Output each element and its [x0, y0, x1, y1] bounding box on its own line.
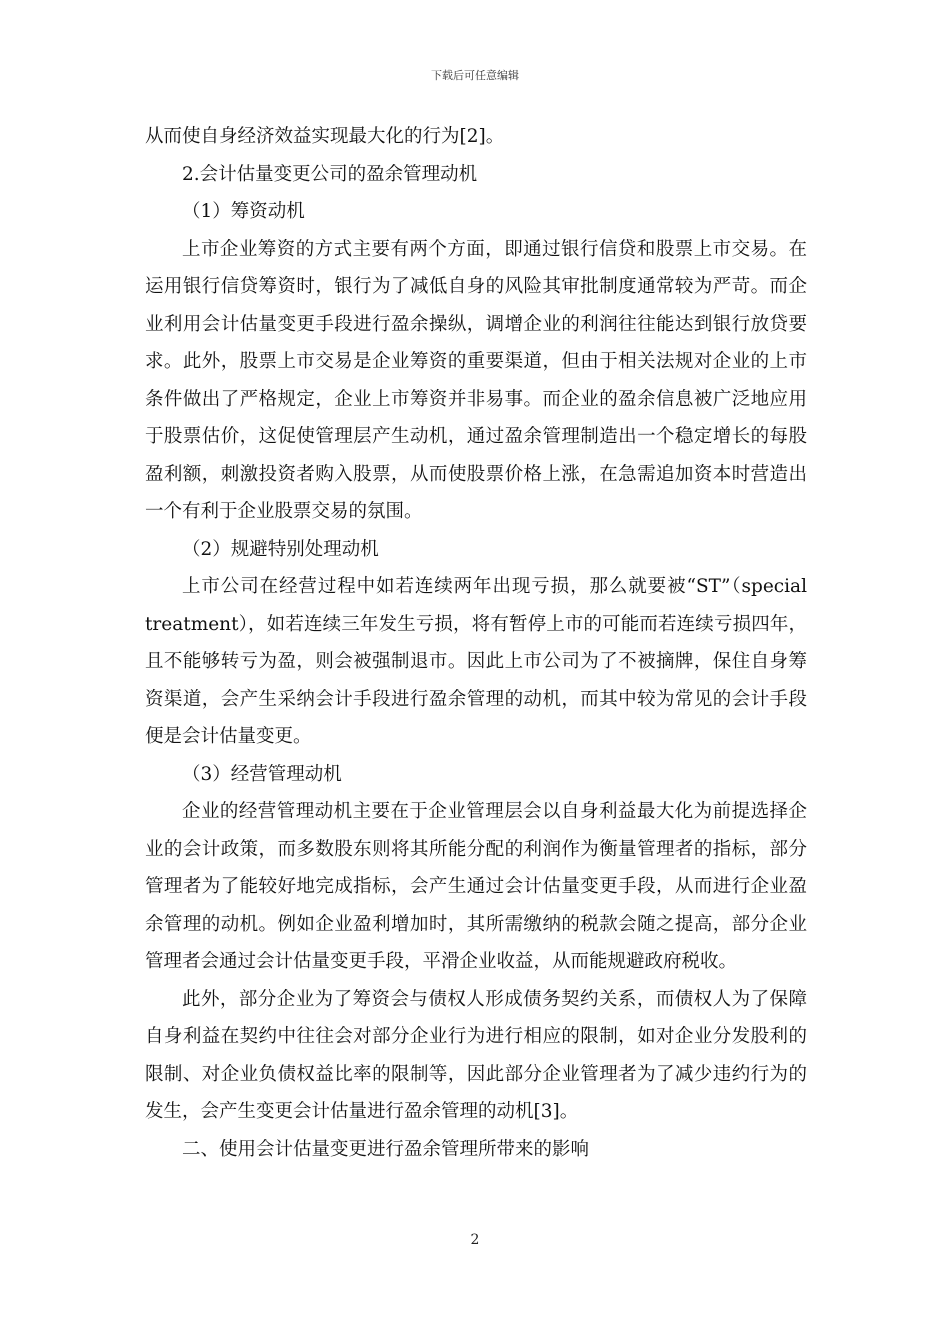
subheading-management-motive: （3）经营管理动机	[182, 763, 342, 785]
paragraph-financing: 上市企业筹资的方式主要有两个方面，即通过银行信贷和股票上市交易。在运用银行信贷筹资时，银行为了减低自身的风险其审批制度通常较为严苛。而企业利用会计估量变更手段进行盈余操纵，调增企业的利润往往能达到银行放贷要求。此外，股票上市交易是企业筹资的重要渠道，但由于相关法规对企业的上市条件做出了严格规定，企业上市筹资并非易事。而企业的盈余信息被广泛地应用于股票估价，这促使管理层产生动机，通过盈余管理制造出一个稳定增长的每股盈利额，刺激投资者购入股票，从而使股票价格上涨，在急需追加资本时营造出一个有利于企业股票交易的氛围。	[145, 238, 807, 522]
page-number: 2	[470, 1232, 480, 1248]
paragraph-debt-contract: 此外，部分企业为了筹资会与债权人形成债务契约关系，而债权人为了保障自身利益在契约中往往会对部分企业行为进行相应的限制，如对企业分发股利的限制、对企业负债权益比率的限制等，因此部分企业管理者为了减少违约行为的发生，会产生变更会计估量进行盈余管理的动机[3]。	[145, 988, 807, 1122]
page-header: 下载后可任意编辑	[431, 69, 519, 82]
paragraph-special-treatment: 上市公司在经营过程中如若连续两年出现亏损，那么就要被“ST”（special treatment），如若连续三年发生亏损，将有暂停上市的可能而若连续亏损四年，且不能够转亏为盈，则会被强制退市。因此上市公司为了不被摘牌，保住自身筹资渠道，会产生采纳会计手段进行盈余管理的动机，而其中较为常见的会计手段便是会计估量变更。	[145, 576, 807, 747]
section-heading-motives: 2.会计估量变更公司的盈余管理动机	[182, 163, 478, 185]
paragraph-management: 企业的经营管理动机主要在于企业管理层会以自身利益最大化为前提选择企业的会计政策，而多数股东则将其所能分配的利润作为衡量管理者的指标，部分管理者为了能较好地完成指标，会产生通过会计估量变更手段，从而进行企业盈余管理的动机。例如企业盈利增加时，其所需缴纳的税款会随之提高，部分企业管理者会通过会计估量变更手段，平滑企业收益，从而能规避政府税收。	[145, 801, 807, 972]
document-body	[145, 118, 807, 1168]
section-heading-effects: 二、使用会计估量变更进行盈余管理所带来的影响	[182, 1138, 590, 1160]
paragraph-continuation: 从而使自身经济效益实现最大化的行为[2]。	[145, 126, 505, 147]
subheading-special-treatment-motive: （2）规避特别处理动机	[182, 538, 379, 560]
subheading-financing-motive: （1）筹资动机	[182, 201, 305, 222]
